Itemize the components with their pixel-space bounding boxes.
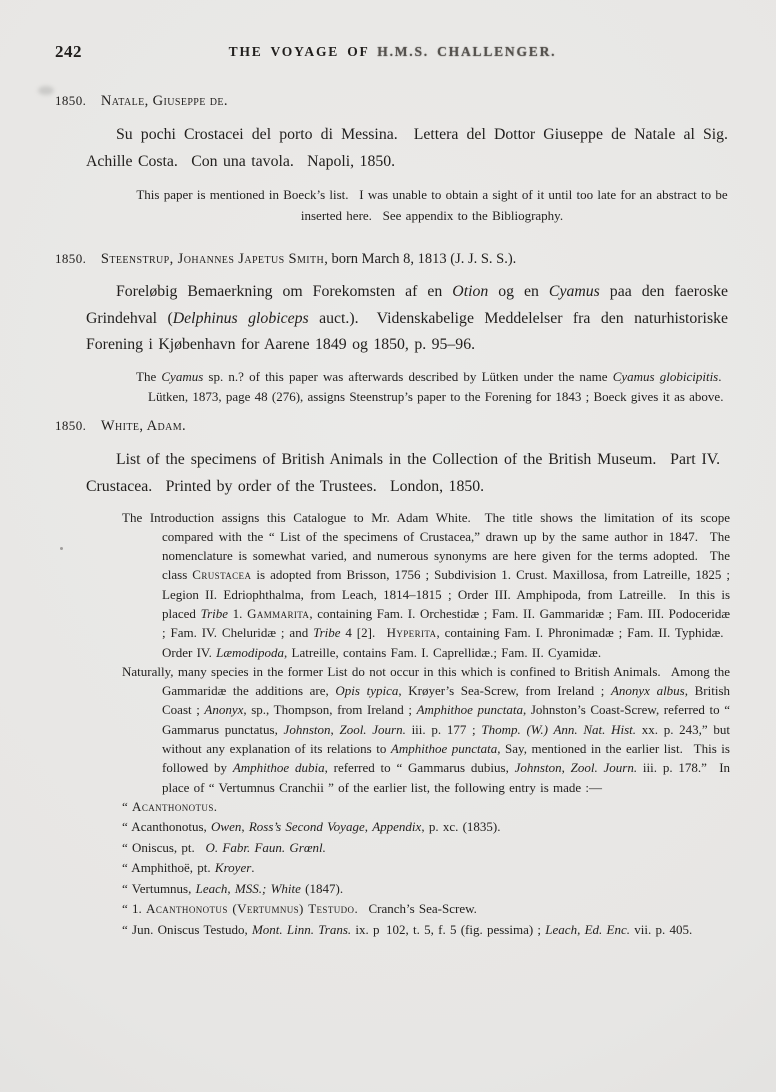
page-number: 242 <box>55 42 82 61</box>
entry-year: 1850. <box>55 93 87 108</box>
entry-note-block <box>122 508 730 941</box>
running-title-main: THE VOYAGE OF <box>228 44 370 59</box>
note-paragraph-1: The Introduction assigns this Catalogue to Mr. Adam White. The title shows the limitation of its scope compared with the “ List of the specimens of Crustacea,” drawn up by the same author in 1847. The nomenclature is somewhat varied, and numerous synonyms are here given for the terms adopted. The class Crustacea is adopted from Brisson, 1756 ; Subdivision 1. Crust. Maxillosa, from Latreille, 1825 ; Legion II. Edriophthalma, from Leach, 1814–1815 ; Order III. Amphipoda, from Latreille. In this is placed Tribe 1. Gammarita, containing Fam. I. Orchestidæ ; Fam. II. Gammaridæ ; Fam. III. Podoceridæ ; Fam. IV. Cheluridæ ; and Tribe 4 [2]. Hyperita, containing Fam. I. Phronimadæ ; Fam. II. Typhidæ. Order IV. Læmodipoda, Latreille, contains Fam. I. Caprellidæ.; Fam. II. Cyamidæ. <box>122 509 731 660</box>
entry-white <box>0 415 776 941</box>
entry-heading <box>55 415 730 437</box>
page-header <box>55 42 730 64</box>
running-title <box>55 44 730 60</box>
entry-steenstrup <box>0 248 776 407</box>
scan-dot-artifact <box>60 547 63 550</box>
entry-author: Natale, Giuseppe de. <box>100 93 228 109</box>
entry-natale <box>0 90 776 226</box>
entry-author: Steenstrup, Johannes Japetus Smith, born March 8, 1813 (J. J. S. S.). <box>100 251 517 267</box>
running-title-faded: H.M.S. CHALLENGER. <box>377 44 557 59</box>
entry-note: This paper is mentioned in Boeck’s list. I was unable to obtain a sight of it until too late for an abstract to be inserted here. See appendix to the Bibliography. <box>136 187 728 223</box>
entry-year: 1850. <box>55 251 87 266</box>
note-paragraph-2: Naturally, many species in the former List do not occur in this which is confined to British Animals. Among the Gammaridæ the additions are, Opis typica, Krøyer’s Sea-Screw, from Ireland ; Anonyx albus, British Coast ; Anonyx, sp., Thompson, from Ireland ; Amphithoe punctata, Johnston’s Coast-Screw, referred to “ Gammarus punctatus, Johnston, Zool. Journ. iii. p. 177 ; Thomp. (W.) Ann. Nat. Hist. xx. p. 243,” but without any explanation of its relations to Amphithoe punctata, Say, mentioned in the earlier list. This is followed by Amphithoe dubia, referred to “ Gammarus dubius, Johnston, Zool. Journ. iii. p. 178.” In place of “ Vertumnus Cranchii ” of the earlier list, the following entry is made :— <box>122 663 731 795</box>
scan-smudge <box>38 86 54 95</box>
entry-citation: Foreløbig Bemaerkning om Forekomsten af en Otion og en Cyamus paa den faeroske Grindehval (Delphinus globiceps auct.). Videnskabelige Meddelelser fra den naturhistoriske Forening i Kjøbenhavn for Aarene 1849 og 1850, p. 95–96. <box>86 283 728 353</box>
quoted-list-line: “ Amphithoë, pt. Kroyer. <box>122 860 255 876</box>
quoted-list-line: “ Jun. Oniscus Testudo, Mont. Linn. Trans. ix. p 102, t. 5, f. 5 (fig. pessima) ; Leach, Ed. Enc. vii. p. 405. <box>122 921 693 937</box>
entry-note: The Cyamus sp. n.? of this paper was afterwards described by Lütken under the name Cyamus globicipitis. Lütken, 1873, page 48 (276), assigns Steenstrup’s paper to the Forening for 1843 ; Boeck gives it as above. <box>136 368 728 404</box>
quoted-list-line: “ 1. Acanthonotus (Vertumnus) Testudo. Cranch’s Sea-Screw. <box>122 901 477 917</box>
scanned-book-page <box>0 42 776 1092</box>
entry-citation: Su pochi Crostacei del porto di Messina. Lettera del Dottor Giuseppe de Natale al Sig. Achille Costa. Con una tavola. Napoli, 1850. <box>86 126 728 170</box>
quoted-list-line: “ Vertumnus, Leach, MSS.; White (1847). <box>122 880 344 896</box>
entry-heading <box>55 248 730 270</box>
entry-citation: List of the specimens of British Animals in the Collection of the British Museum. Part IV. Crustacea. Printed by order of the Trustees. London, 1850. <box>86 450 728 495</box>
quoted-list-line: “ Oniscus, pt. O. Fabr. Faun. Grœnl. <box>122 839 326 855</box>
entry-heading <box>55 90 730 112</box>
quoted-list-line: “ Acanthonotus, Owen, Ross’s Second Voyage, Appendix, p. xc. (1835). <box>122 819 501 835</box>
entry-year: 1850. <box>55 417 87 433</box>
entry-author: White, Adam. <box>100 417 187 434</box>
quoted-list-line: “ Acanthonotus. <box>122 798 218 814</box>
